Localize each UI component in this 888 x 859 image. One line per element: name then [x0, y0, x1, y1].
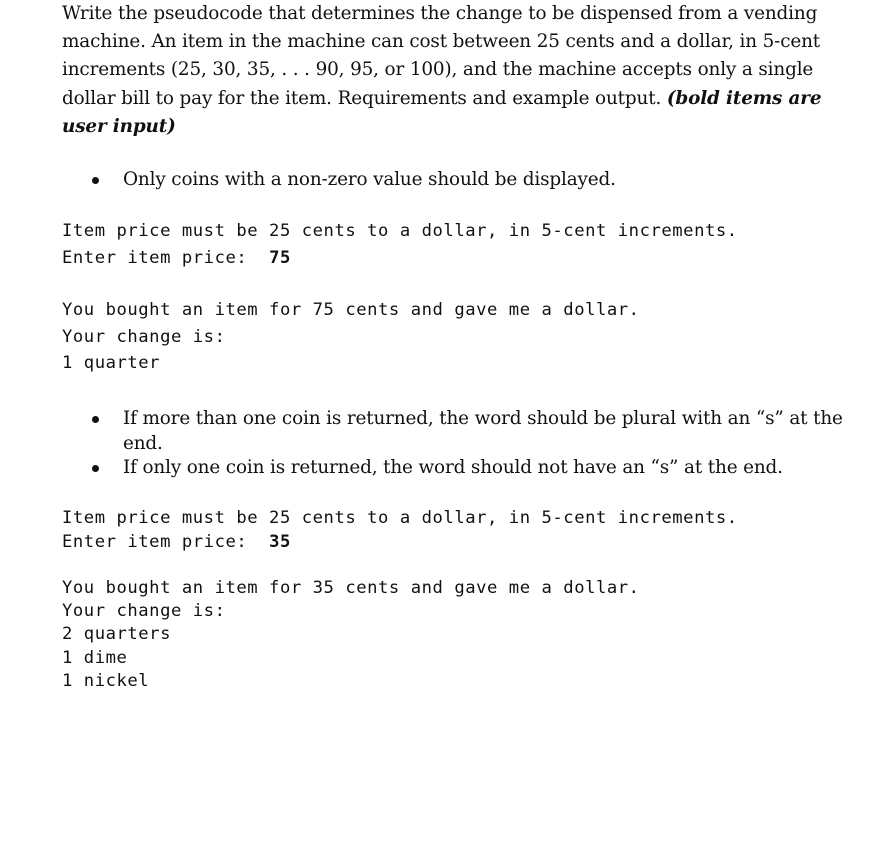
requirement-item — [62, 456, 862, 481]
bullet-icon — [92, 416, 99, 423]
example-2-output — [62, 577, 640, 693]
example-1-enter-line — [62, 245, 738, 272]
example-1-prompt: Item price must be 25 cents to a dollar, in 5-cent increments. — [62, 221, 738, 241]
intro-paragraph — [62, 0, 862, 141]
user-input-value: 35 — [269, 531, 291, 552]
output-line: 1 quarter — [62, 353, 161, 373]
user-input-value: 75 — [269, 247, 291, 268]
example-2-prompt: Item price must be 25 cents to a dollar, in 5-cent increments. — [62, 508, 738, 528]
output-line: You bought an item for 35 cents and gave me a dollar. — [62, 578, 640, 598]
output-line: 1 nickel — [62, 670, 150, 691]
output-line: 2 quarters — [62, 624, 171, 645]
enter-label: Enter item price: — [62, 247, 270, 268]
requirements-list-2 — [62, 407, 862, 481]
user-input-note: (bold items are user input) — [62, 87, 822, 137]
requirement-item — [62, 407, 862, 456]
output-line: Your change is: — [62, 326, 226, 347]
output-line: 1 dime — [62, 647, 128, 668]
example-2-input — [62, 507, 738, 554]
requirement-text: If more than one coin is returned, the word should be plural with an “s” at the end. — [123, 408, 843, 454]
requirement-text: If only one coin is returned, the word should not have an “s” at the end. — [123, 457, 783, 478]
bullet-icon — [92, 465, 99, 472]
requirement-text: Only coins with a non-zero value should be displayed. — [123, 169, 616, 190]
example-2-enter-line — [62, 531, 738, 555]
bullet-icon — [92, 177, 99, 184]
document — [62, 0, 862, 691]
example-1-output — [62, 297, 640, 377]
enter-label: Enter item price: — [62, 531, 270, 552]
intro-text: Write the pseudocode that determines the change to be dispensed from a vending machine. An item in the machine can cost between 25 cents and a dollar, in 5-cent increments (25, 30, 35, . . . 90, 95, or 100), and the machine accepts only a single dollar bill to pay for the item. Requirements and example output. — [62, 3, 821, 109]
output-line: Your change is: — [62, 601, 226, 622]
example-1-input — [62, 218, 738, 271]
requirements-list-1 — [62, 168, 616, 193]
requirement-item — [62, 168, 616, 193]
output-line: You bought an item for 75 cents and gave me a dollar. — [62, 300, 640, 320]
